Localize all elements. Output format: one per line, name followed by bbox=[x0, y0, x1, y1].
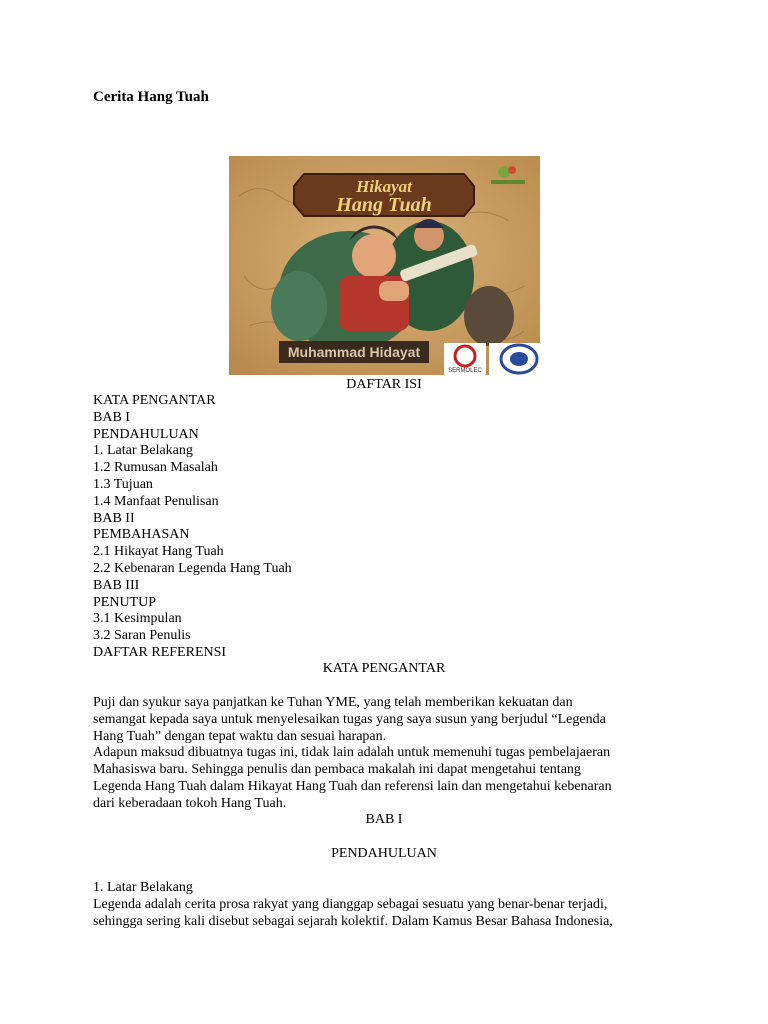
document-title: Cerita Hang Tuah bbox=[93, 89, 209, 105]
paragraph-line: Hang Tuah” dengan tepat waktu dan sesuai harapan. bbox=[93, 728, 387, 744]
latar-belakang-section bbox=[93, 880, 683, 930]
toc-item: BAB I bbox=[93, 409, 130, 425]
toc-item: 2.2 Kebenaran Legenda Hang Tuah bbox=[93, 560, 292, 576]
toc-item: 1.4 Manfaat Penulisan bbox=[93, 493, 219, 509]
cover-logo-text: SERMOLEC bbox=[448, 368, 482, 374]
cover-heading-line1: Hikayat bbox=[356, 177, 412, 196]
toc-item: PEMBAHASAN bbox=[93, 527, 190, 543]
toc-item: 2.1 Hikayat Hang Tuah bbox=[93, 544, 224, 560]
toc-item: 1. Latar Belakang bbox=[93, 443, 193, 459]
kata-pengantar-heading: KATA PENGANTAR bbox=[322, 661, 446, 676]
paragraph-line: dari keberadaan tokoh Hang Tuah. bbox=[93, 795, 287, 811]
toc-item: BAB II bbox=[93, 510, 135, 526]
paragraph-line: Mahasiswa baru. Sehingga penulis dan pembaca makalah ini dapat mengetahui tentang bbox=[93, 762, 581, 778]
toc-item: DAFTAR REFERENSI bbox=[93, 644, 227, 660]
cover-heading-line2: Hang Tuah bbox=[336, 194, 432, 216]
toc-item: 3.1 Kesimpulan bbox=[93, 611, 182, 627]
table-of-contents bbox=[93, 393, 292, 662]
book-cover-image bbox=[229, 156, 540, 375]
paragraph-line: Puji dan syukur saya panjatkan ke Tuhan YME, yang telah memberikan kekuatan dan bbox=[93, 695, 573, 710]
toc-item: PENUTUP bbox=[93, 594, 157, 610]
paragraph-line: Adapun maksud dibuatnya tugas ini, tidak lain adalah untuk memenuhi tugas pembelajaeran bbox=[93, 745, 611, 761]
toc-heading: DAFTAR ISI bbox=[346, 377, 422, 392]
toc-item: BAB III bbox=[93, 577, 140, 593]
kata-pengantar-paragraph bbox=[93, 695, 683, 813]
toc-item: KATA PENGANTAR bbox=[93, 393, 216, 408]
paragraph-line: sehingga sering kali disebut sebagai sejarah kolektif. Dalam Kamus Besar Bahasa Indonesia, bbox=[93, 913, 613, 929]
paragraph-line: Legenda Hang Tuah dalam Hikayat Hang Tuah dan referensi lain dan mengetahui kebenaran bbox=[93, 778, 612, 794]
book-cover-illustration bbox=[229, 156, 540, 375]
section-heading: 1. Latar Belakang bbox=[93, 880, 193, 895]
paragraph-line: Legenda adalah cerita prosa rakyat yang dianggap sebagai sesuatu yang benar-benar terjadi, bbox=[93, 896, 608, 912]
toc-item: 1.2 Rumusan Masalah bbox=[93, 460, 218, 476]
paragraph-line: semangat kepada saya untuk menyelesaikan tugas yang saya susun yang berjudul “Legenda bbox=[93, 711, 606, 727]
cover-bottom-text: Muhammad Hidayat bbox=[287, 344, 421, 360]
toc-item: 1.3 Tujuan bbox=[93, 476, 153, 492]
toc-item: PENDAHULUAN bbox=[93, 426, 199, 442]
toc-item: 3.2 Saran Penulis bbox=[93, 628, 191, 644]
bab1-heading: BAB I bbox=[365, 812, 403, 827]
bab1-subheading: PENDAHULUAN bbox=[331, 846, 437, 861]
